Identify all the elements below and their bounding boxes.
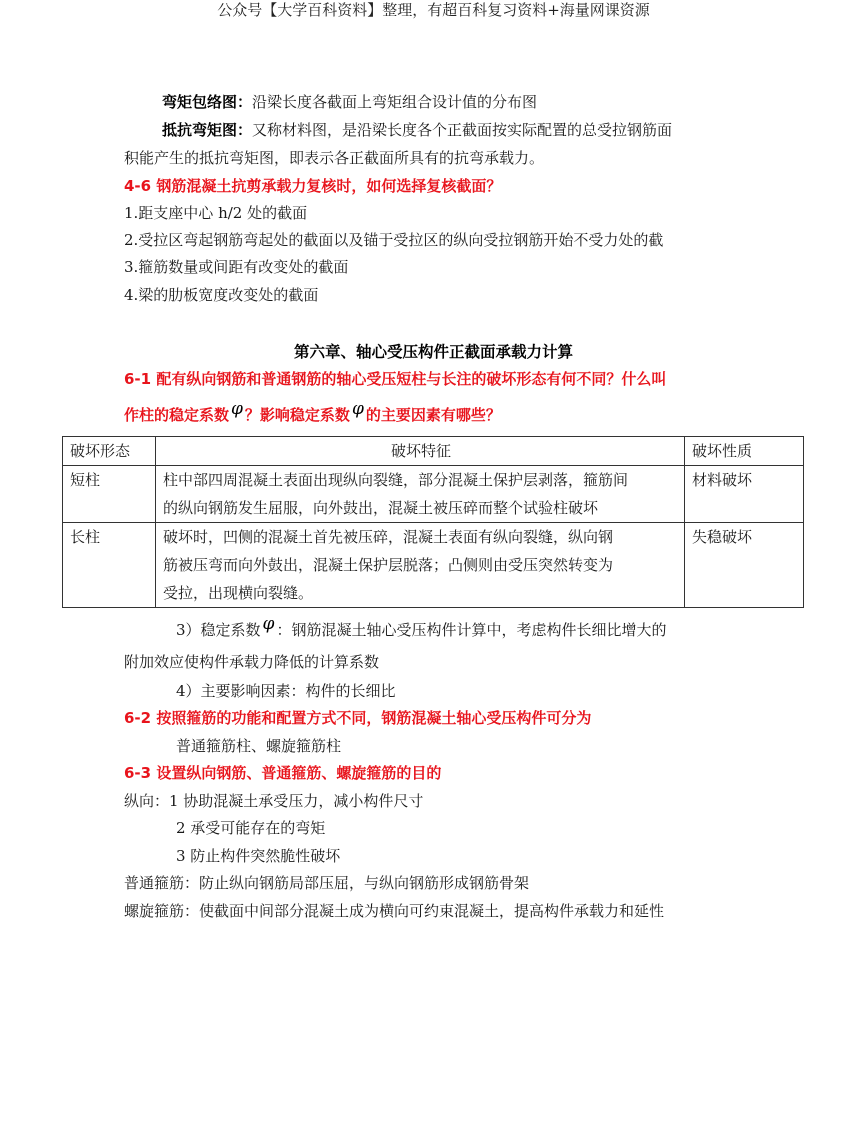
- ordinary-stirrup-purpose: 普通箍筋：防止纵向钢筋局部压屈，与纵向钢筋形成钢筋骨架: [124, 874, 530, 892]
- table-cell-form: 短柱: [63, 466, 156, 523]
- list-item: 4.梁的肋板宽度改变处的截面: [124, 286, 319, 304]
- longitudinal-item: 纵向：1 协助混凝土承受压力，减小构件尺寸: [124, 792, 424, 810]
- answer-3-continuation: 附加效应使构件承载力降低的计算系数: [124, 653, 380, 671]
- answer-segment: ：钢筋混凝土轴心受压构件计算中，考虑构件长细比增大的: [276, 621, 667, 639]
- table-cell-form: 长柱: [63, 523, 156, 608]
- title-segment: 的主要因素有哪些？: [365, 406, 501, 424]
- question-6-1-title-line1: 6-1 配有纵向钢筋和普通钢筋的轴心受压短柱与长注的破坏形态有何不同？什么叫: [124, 370, 667, 388]
- spiral-stirrup-purpose: 螺旋箍筋：使截面中间部分混凝土成为横向可约束混凝土，提高构件承载力和延性: [124, 902, 665, 920]
- phi-symbol: φ: [351, 399, 364, 419]
- failure-mode-table: [62, 436, 804, 608]
- answer-4: 4）主要影响因素：构件的长细比: [176, 682, 396, 700]
- table-header-cell: 破坏特征: [156, 437, 685, 466]
- table-header-cell: 破坏形态: [63, 437, 156, 466]
- table-row: [63, 466, 804, 523]
- longitudinal-item: 3 防止构件突然脆性破坏: [176, 847, 341, 865]
- list-item: 1.距支座中心 h/2 处的截面: [124, 204, 308, 222]
- feature-line: 的纵向钢筋发生屈服，向外鼓出，混凝土被压碎而整个试验柱破坏: [163, 499, 599, 517]
- table-cell-features: [156, 466, 685, 523]
- list-item: 3.箍筋数量或间距有改变处的截面: [124, 258, 349, 276]
- answer-segment: 3）稳定系数: [176, 621, 261, 639]
- question-6-3-title: 6-3 设置纵向钢筋、普通箍筋、螺旋箍筋的目的: [124, 764, 442, 782]
- table-header-row: [63, 437, 804, 466]
- feature-line: 柱中部四周混凝土表面出现纵向裂缝，部分混凝土保护层剥落，箍筋间: [163, 471, 629, 489]
- table-header-cell: 破坏性质: [685, 437, 804, 466]
- answer-3-stability-coefficient: [176, 614, 667, 640]
- table-cell-nature: 材料破坏: [685, 466, 804, 523]
- definition-text: 又称材料图，是沿梁长度各个正截面按实际配置的总受拉钢筋面: [252, 121, 673, 139]
- definition-bending-envelope: [162, 92, 537, 112]
- question-4-6-title: 4-6 钢筋混凝土抗剪承载力复核时，如何选择复核截面？: [124, 177, 502, 195]
- question-6-2-answer: 普通箍筋柱、螺旋箍筋柱: [176, 737, 342, 755]
- definition-term: 弯矩包络图：: [162, 93, 253, 111]
- table-row: [63, 523, 804, 608]
- table-cell-features: [156, 523, 685, 608]
- phi-symbol: φ: [262, 614, 275, 634]
- table-cell-nature: 失稳破坏: [685, 523, 804, 608]
- feature-line: 破坏时，凹侧的混凝土首先被压碎，混凝土表面有纵向裂缝，纵向钢: [163, 528, 614, 546]
- list-item: 2.受拉区弯起钢筋弯起处的截面以及锚于受拉区的纵向受拉钢筋开始不受力处的截: [124, 231, 664, 249]
- title-segment: 作柱的稳定系数: [124, 406, 230, 424]
- feature-line: 受拉，出现横向裂缝。: [163, 584, 314, 602]
- definition-text: 沿梁长度各截面上弯矩组合设计值的分布图: [252, 93, 538, 111]
- feature-line: 筋被压弯而向外鼓出，混凝土保护层脱落；凸侧则由受压突然转变为: [163, 556, 614, 574]
- phi-symbol: φ: [231, 399, 243, 419]
- definition-resisting-moment: [162, 120, 672, 140]
- title-segment: ？影响稳定系数: [244, 406, 350, 424]
- definition-term: 抵抗弯矩图：: [162, 121, 253, 139]
- longitudinal-item: 2 承受可能存在的弯矩: [176, 819, 326, 837]
- chapter-title: 第六章、轴心受压构件正截面承载力计算: [293, 343, 573, 361]
- question-6-1-title-line2: [124, 399, 501, 425]
- question-6-2-title: 6-2 按照箍筋的功能和配置方式不同，钢筋混凝土轴心受压构件可分为: [124, 709, 592, 727]
- page-header-watermark: 公众号【大学百科资料】整理，有超百科复习资料+海量网课资源: [217, 1, 650, 19]
- definition-continuation: 积能产生的抵抗弯矩图，即表示各正截面所具有的抗弯承载力。: [124, 149, 545, 167]
